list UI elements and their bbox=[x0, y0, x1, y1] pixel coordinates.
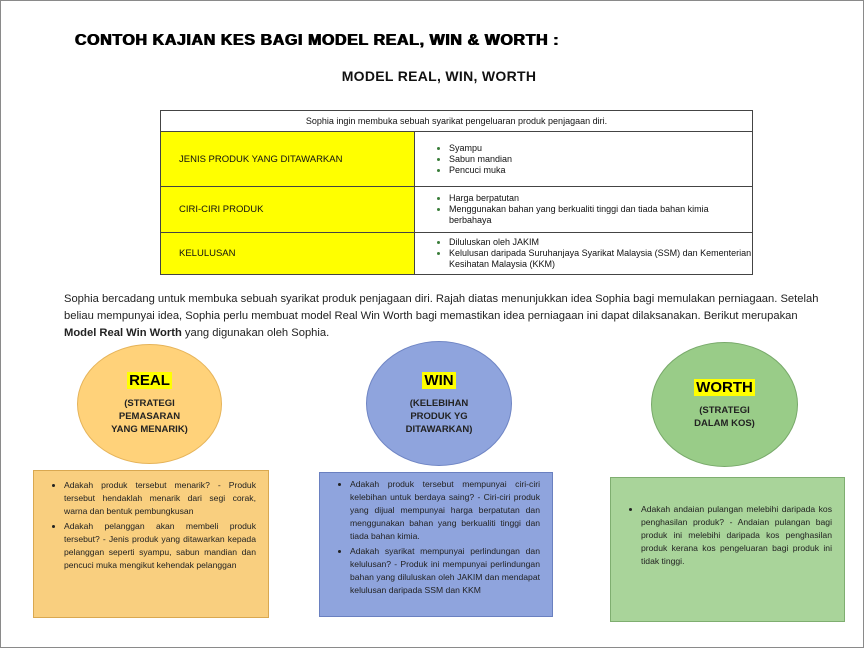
win-circle bbox=[366, 341, 512, 466]
worth-desc-line: DALAM KOS) bbox=[694, 418, 755, 429]
list-item: • Adakah syarikat mempunyai perlindungan dan kelulusan? - Produk ini mempunyai perlindungan bahan yang diluluskan oleh JAKIM dan mendapat kelulusan daripada SSM dan KKM bbox=[350, 545, 540, 597]
row-values-approval bbox=[415, 233, 753, 275]
list-item: • Adakah andaian pulangan melebihi daripada kos penghasilan produk? - Andaian pulangan bagi produk ini melebihi daripada kos penghasilan produk kerana kos pengeluaran bagi produk ini tidak tinggi. bbox=[641, 503, 832, 568]
list-item: • Sabun mandian bbox=[449, 154, 752, 165]
page-title: CONTOH KAJIAN KES BAGI MODEL REAL, WIN & WORTH : bbox=[75, 32, 560, 49]
real-desc-line: PEMASARAN bbox=[118, 411, 181, 422]
list-item: • Adakah produk tersebut menarik? - Produk tersebut hendaklah menarik dari segi corak, warna dan bentuk pembungkusan bbox=[64, 479, 256, 518]
paragraph-bold: Model Real Win Worth bbox=[64, 327, 182, 339]
table-row bbox=[161, 187, 753, 233]
row-values-features bbox=[415, 187, 753, 233]
win-title: WIN bbox=[424, 371, 454, 389]
product-info-table bbox=[160, 110, 753, 275]
worth-title: WORTH bbox=[696, 379, 753, 396]
row-label-features: CIRI-CIRI PRODUK bbox=[161, 187, 415, 233]
list-item: • Adakah produk tersebut mempunyai ciri-ciri kelebihan untuk berdaya saing? - Ciri-ciri produk yang dijual mempunyai harga berpatutan dan menggunakan bahan yang berkualiti tinggi dan tiada bahan kimia. bbox=[350, 478, 540, 543]
row-label-approval: KELULUSAN bbox=[161, 233, 415, 275]
table-row bbox=[161, 132, 753, 187]
table-row bbox=[161, 233, 753, 275]
case-description bbox=[64, 291, 824, 342]
list-item: • Pencuci muka bbox=[449, 165, 752, 176]
list-item: • Adakah pelanggan akan membeli produk tersebut? - Jenis produk yang ditawarkan kepada pelanggan seperti syampu, sabun mandian dan pencuci muka mengikut kehendak pelanggan bbox=[64, 520, 256, 572]
list-item: • Diluluskan oleh JAKIM bbox=[449, 237, 752, 248]
list-item: • Kelulusan daripada Suruhanjaya Syarikat Malaysia (SSM) dan Kementerian Kesihatan Malaysia (KKM) bbox=[449, 248, 752, 270]
win-box bbox=[319, 472, 553, 617]
real-circle bbox=[77, 344, 222, 464]
paragraph-text: Sophia bercadang untuk membuka sebuah syarikat produk penjagaan diri. Rajah diatas menunjukkan idea Sophia bagi memulakan perniagaan. Setelah beliau mempunyai idea, Sophia perlu membuat model Real Win Worth bagi memastikan idea perniagaan ini dapat dilaksanakan. Berikut merupakan bbox=[64, 293, 819, 322]
row-label-product-type: JENIS PRODUK YANG DITAWARKAN bbox=[161, 132, 415, 187]
real-desc-line: YANG MENARIK) bbox=[111, 424, 188, 435]
list-item: • Menggunakan bahan yang berkualiti tinggi dan tiada bahan kimia berbahaya bbox=[449, 204, 752, 226]
win-desc-line: (KELEBIHAN bbox=[409, 397, 469, 409]
worth-circle bbox=[651, 342, 798, 467]
list-item: • Syampu bbox=[449, 143, 752, 154]
paragraph-text-end: yang digunakan oleh Sophia. bbox=[181, 327, 330, 339]
win-desc-line: PRODUK YG bbox=[410, 410, 468, 422]
row-values-product-type bbox=[415, 132, 753, 187]
win-desc-line: DITAWARKAN) bbox=[405, 423, 473, 435]
worth-desc-line: (STRATEGI bbox=[699, 405, 750, 416]
worth-box bbox=[610, 477, 845, 622]
page-subtitle: MODEL REAL, WIN, WORTH bbox=[341, 68, 537, 84]
real-title: REAL bbox=[129, 372, 170, 389]
real-desc-line: (STRATEGI bbox=[124, 398, 175, 409]
real-box bbox=[33, 470, 269, 618]
list-item: • Harga berpatutan bbox=[449, 193, 752, 204]
table-header: Sophia ingin membuka sebuah syarikat pengeluaran produk penjagaan diri. bbox=[161, 111, 753, 132]
